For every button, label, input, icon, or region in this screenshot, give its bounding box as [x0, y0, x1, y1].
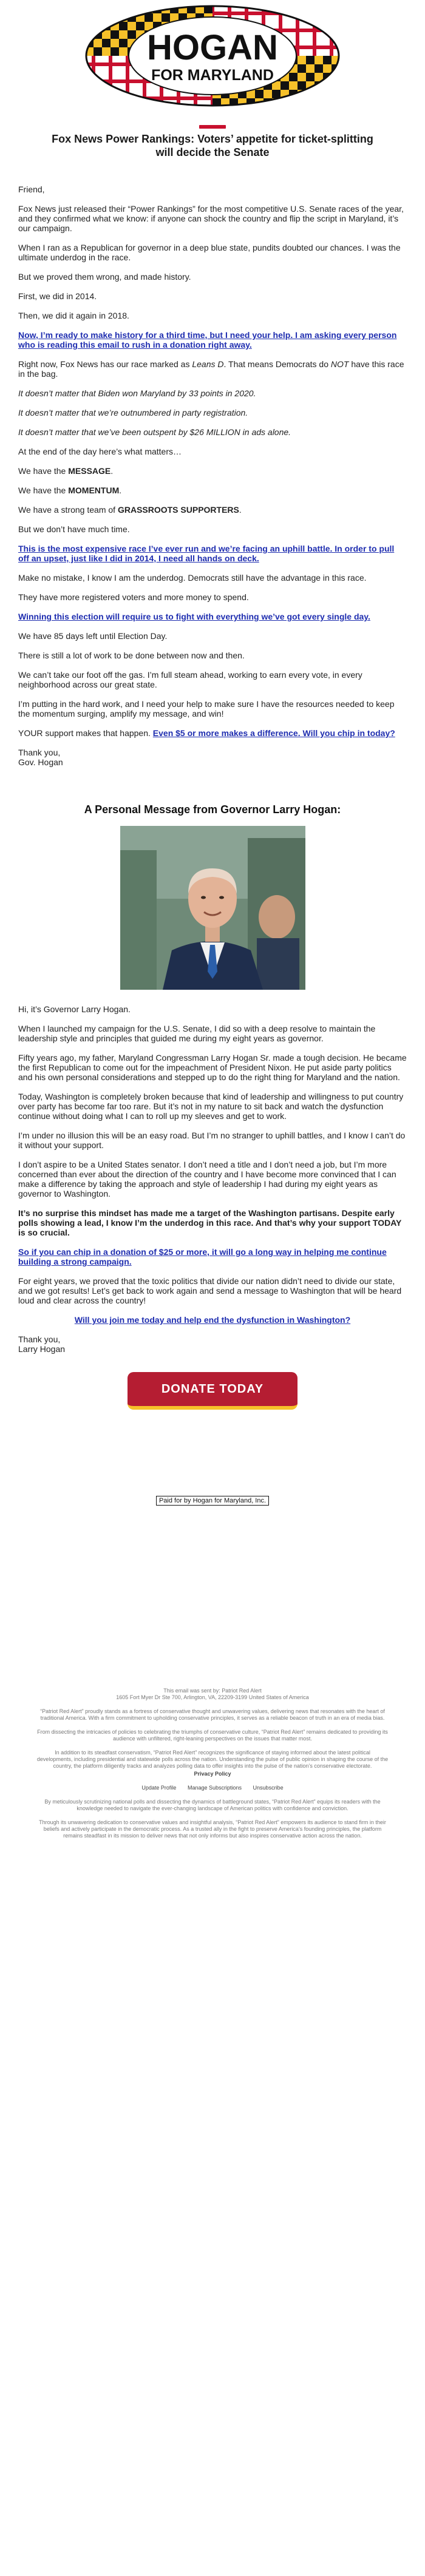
donate-link[interactable]: Even $5 or more makes a difference. Will you chip in today?: [152, 728, 395, 738]
paragraph: We can’t take our foot off the gas. I’m full steam ahead, working to earn every vote, in every neighborhood across our great state.: [18, 670, 362, 689]
paragraph: When I ran as a Republican for governor in a deep blue state, pundits doubted our chances. I was the ultimate underdog in the race.: [18, 243, 401, 262]
letter-section: [18, 184, 407, 767]
sender-address: 1605 Fort Myer Dr Ste 700, Arlington, VA, 22209-3199 United States of America: [116, 1694, 309, 1700]
privacy-policy-link[interactable]: Privacy Policy: [194, 1771, 231, 1777]
donate-link[interactable]: Winning this election will require us to fight with everything we’ve got every single day.: [18, 612, 370, 621]
footer-paragraph: Through its unwavering dedication to conservative values and insightful analysis, “Patriot Red Alert” empowers its audience to stand firm in their beliefs and actively participate in the democratic process. As a trusted ally in the fight to preserve America’s founding principles, the platform remains steadfast in its mission to deliver news that not only informs but also inspires conservative action across the nation.: [39, 1819, 386, 1839]
paragraph: They have more registered voters and more money to spend.: [18, 592, 249, 602]
paragraph: Make no mistake, I know I am the underdog. Democrats still have the advantage in this race.: [18, 573, 367, 583]
personal-message-section: [18, 803, 407, 1410]
paragraph: When I launched my campaign for the U.S. Senate, I did so with a deep resolve to maintain the leadership style and principles that guided me during my eight years as governor.: [18, 1024, 376, 1043]
paragraph: We have a strong team of GRASSROOTS SUPPORTERS.: [18, 505, 242, 515]
greeting: Hi, it’s Governor Larry Hogan.: [18, 1004, 131, 1014]
donate-link[interactable]: This is the most expensive race I’ve ever run and we’re facing an uphill battle. In order to pull off an upset, just like I did in 2014, I need all hands on deck.: [18, 544, 395, 563]
paid-for-disclaimer: Paid for by Hogan for Maryland, Inc.: [140, 1495, 285, 1506]
greeting: Friend,: [18, 184, 45, 194]
footer-paragraph: “Patriot Red Alert” proudly stands as a fortress of conservative thought and unwavering values, delivering news that resonates with the heart of traditional America. With a firm commitment to upholding conservative principles, it serves as a reliable beacon of truth in an era of media bias.: [40, 1708, 385, 1721]
sender-name: This email was sent by: Patriot Red Alert: [163, 1688, 262, 1694]
signoff: Thank you, Gov. Hogan: [18, 748, 63, 767]
donate-button[interactable]: DONATE TODAY: [127, 1372, 298, 1410]
paragraph: We have the MESSAGE.: [18, 466, 114, 476]
manage-subscriptions-link[interactable]: Manage Subscriptions: [187, 1785, 242, 1791]
logo-name: HOGAN: [147, 28, 278, 67]
paragraph: First, we did in 2014.: [18, 291, 97, 301]
paragraph: But we don’t have much time.: [18, 524, 130, 534]
bold-paragraph: It’s no surprise this mindset has made me a target of the Washington partisans. Despite early polls showing a lead, I know I’m the underdog in this race. And that’s why your support TODAY is so crucial.: [18, 1208, 402, 1237]
email-body: [18, 5, 407, 1839]
section-title: A Personal Message from Governor Larry Hogan:: [84, 803, 341, 816]
paragraph: For eight years, we proved that the toxic politics that divide our nation didn’t need to divide our state, and we got results! Let’s get back to work again and send a message to Washington that will be heard loud and clear across the country!: [18, 1276, 402, 1305]
paragraph: Then, we did it again in 2018.: [18, 311, 129, 320]
paragraph: I don’t aspire to be a United States senator. I don’t need a title and I don’t need a job, but I’m more concerned than ever about the direction of the country and I have become more convinced that I can make a difference by taking the approach and style of leadership I had during my eight years as governor to Washington.: [18, 1160, 396, 1198]
italic-paragraph: It doesn’t matter that we’ve been outspent by $26 MILLION in ads alone.: [18, 427, 291, 437]
logo-tagline: FOR MARYLAND: [151, 67, 274, 84]
footer-paragraph: In addition to its steadfast conservatism, “Patriot Red Alert” recognizes the significance of staying informed about the latest political developments, including presidential and statewide polls across the nation. Understanding the pulse of public opinion in shaping the course of the country, the platform diligently tracks and analyzes polling data to offer insights into the pulse of the nation’s conservative electorate.: [36, 1749, 389, 1769]
paragraph: Today, Washington is completely broken because that kind of leadership and willingness to put country over party has become far too rare. But it’s not in my nature to sit back and watch the dysfunction continue without doing what I can to roll up my sleeves and get to work.: [18, 1092, 404, 1121]
footer: [18, 1688, 407, 1839]
paragraph: Fox News just released their “Power Rankings” for the most competitive U.S. Senate races of the year, and they confirmed what we know: if anyone can shock the country and flip the script in Maryland, it’s our campaign.: [18, 204, 404, 233]
unsubscribe-link[interactable]: Unsubscribe: [253, 1785, 284, 1791]
paragraph: I’m under no illusion this will be an easy road. But I’m no stranger to uphill battles, and I know I can’t do it without your support.: [18, 1131, 406, 1150]
italic-paragraph: It doesn’t matter that we’re outnumbered in party registration.: [18, 408, 248, 418]
footer-paragraph: By meticulously scrutinizing national polls and dissecting the dynamics of battleground states, “Patriot Red Alert” equips its readers with the knowledge needed to navigate the ever-changing landscape of American politics with confidence and conviction.: [44, 1799, 381, 1811]
page-title: Fox News Power Rankings: Voters’ appetite for ticket-splitting will decide the Senate: [52, 133, 373, 158]
donate-link[interactable]: So if you can chip in a donation of $25 or more, it will go a long way in helping me continue building a strong campaign.: [18, 1247, 387, 1266]
footer-links: [36, 1785, 389, 1791]
paragraph: Right now, Fox News has our race marked as Leans D. That means Democrats do NOT have this race in the bag.: [18, 359, 404, 379]
paragraph: I’m putting in the hard work, and I need your help to make sure I have the resources needed to keep the momentum surging, amplify my message, and win!: [18, 699, 395, 718]
footer-paragraph: From dissecting the intricacies of policies to celebrating the triumphs of conservative culture, “Patriot Red Alert” remains dedicated to providing its audience with unfiltered, right-leaning perspectives on the issues that matter most.: [37, 1729, 388, 1742]
paragraph: YOUR support makes that happen. Even $5 or more makes a difference. Will you chip in today?: [18, 728, 395, 738]
hogan-logo: [85, 5, 340, 107]
donate-link[interactable]: Will you join me today and help end the dysfunction in Washington?: [74, 1315, 351, 1325]
hogan-photo: [120, 826, 305, 990]
paragraph: There is still a lot of work to be done between now and then.: [18, 651, 245, 660]
update-profile-link[interactable]: Update Profile: [141, 1785, 177, 1791]
paragraph: We have 85 days left until Election Day.: [18, 631, 168, 641]
signoff: Thank you, Larry Hogan: [18, 1334, 66, 1354]
message-body: [18, 1004, 407, 1354]
paragraph: We have the MOMENTUM.: [18, 485, 122, 495]
paragraph: Fifty years ago, my father, Maryland Congressman Larry Hogan Sr. made a tough decision. He became the first Republican to come out for the impeachment of President Nixon. He put aside party politics and his own personal considerations and stepped up to do the right thing for Maryland and the nation.: [18, 1053, 407, 1082]
paragraph: At the end of the day here’s what matters…: [18, 447, 182, 456]
italic-paragraph: It doesn’t matter that Biden won Maryland by 33 points in 2020.: [18, 388, 256, 398]
donate-link[interactable]: Now, I’m ready to make history for a third time, but I need your help. I am asking every person who is reading this email to rush in a donation right away.: [18, 330, 397, 350]
paragraph: But we proved them wrong, and made history.: [18, 272, 191, 282]
news-badge: [199, 125, 226, 129]
